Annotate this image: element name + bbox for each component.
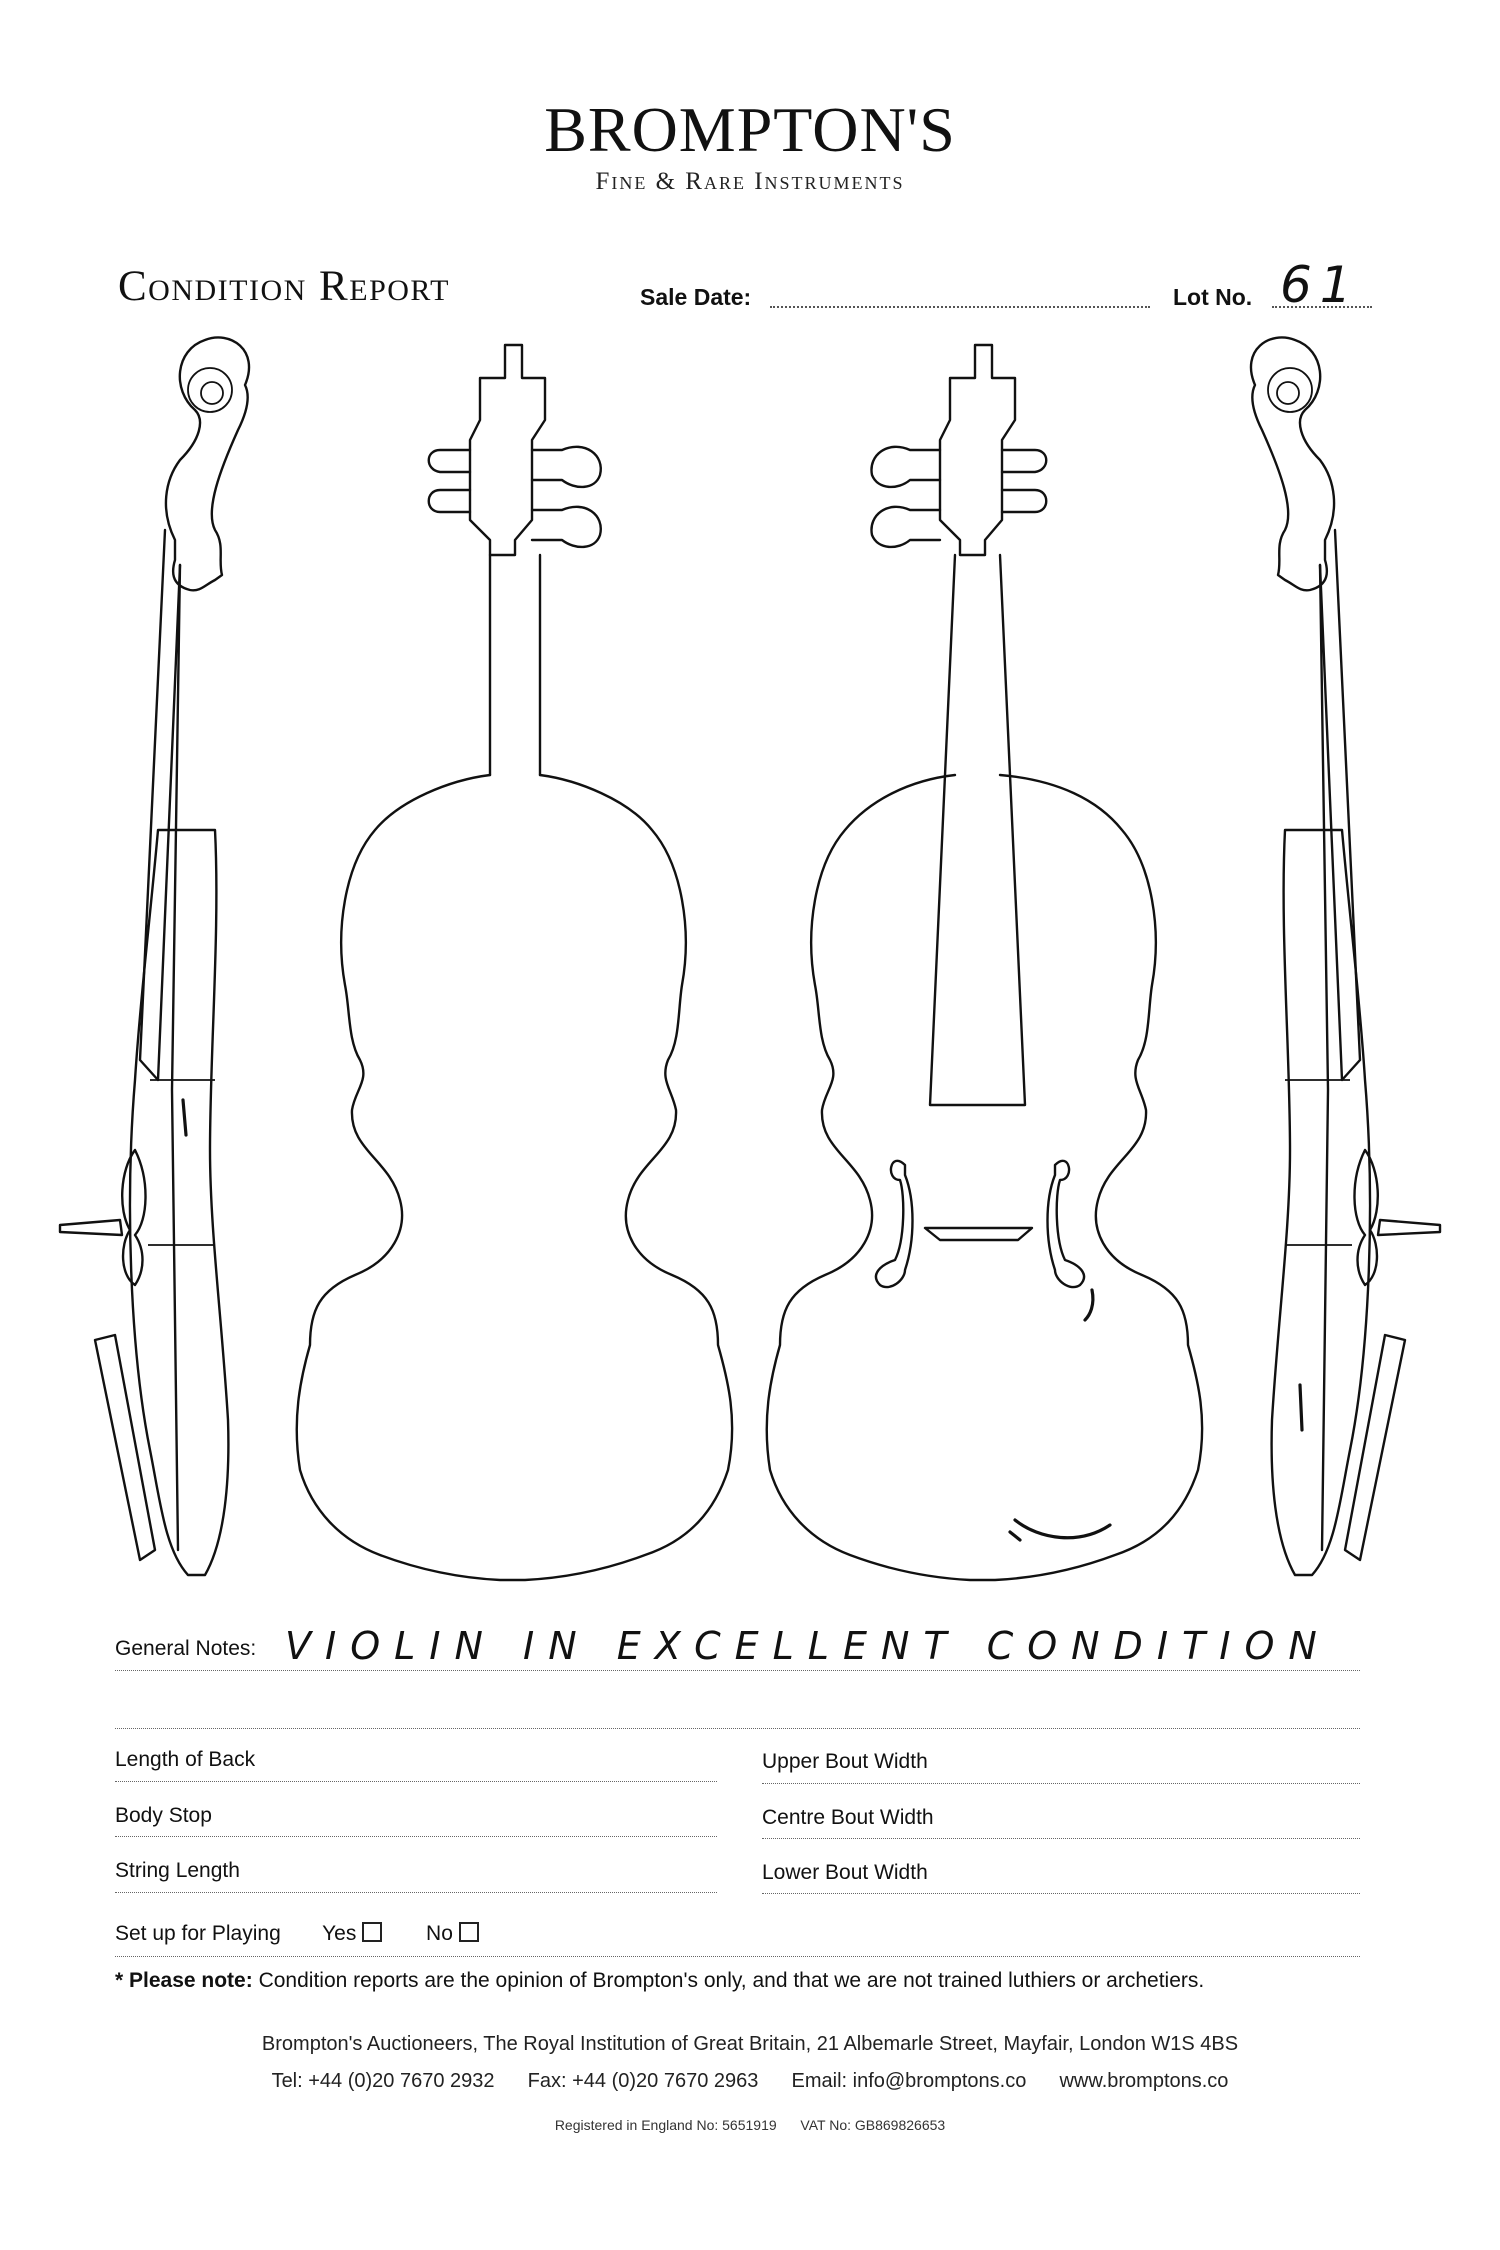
setup-line xyxy=(115,1956,1360,1957)
lower-bout-width-field[interactable] xyxy=(762,1893,1360,1894)
brand-logo: BROMPTON'S xyxy=(544,94,956,165)
violin-front-icon xyxy=(767,345,1202,1580)
body-stop-field[interactable] xyxy=(115,1836,717,1837)
setup-yes-label: Yes xyxy=(322,1922,357,1945)
footer-fax: Fax: +44 (0)20 7670 2963 xyxy=(527,2070,759,2092)
upper-bout-width-field[interactable] xyxy=(762,1783,1360,1784)
disclaimer-bold: * Please note: xyxy=(115,1969,253,1992)
length-of-back-field[interactable] xyxy=(115,1781,717,1782)
general-notes-value: VIOLIN IN EXCELLENT CONDITION xyxy=(285,1624,1331,1668)
violin-back-icon xyxy=(297,345,732,1580)
footer-contact xyxy=(0,2070,1500,2093)
disclaimer xyxy=(115,1969,1204,1993)
footer-website[interactable]: www.bromptons.co xyxy=(1059,2070,1229,2092)
disclaimer-text: Condition reports are the opinion of Brompton's only, and that we are not trained luthiers or archetiers. xyxy=(252,1969,1205,1992)
general-notes-line-2[interactable] xyxy=(115,1728,1360,1729)
lot-no-label: Lot No. xyxy=(1173,284,1253,310)
violin-side-left-icon xyxy=(60,337,249,1575)
string-length-label: String Length xyxy=(115,1859,240,1882)
sale-date-field[interactable] xyxy=(770,306,1150,308)
setup-no-checkbox[interactable] xyxy=(459,1922,479,1942)
setup-row xyxy=(115,1922,479,1946)
lot-no-value: 61 xyxy=(1280,256,1360,314)
lower-bout-width-label: Lower Bout Width xyxy=(762,1861,928,1884)
footer-vat: VAT No: GB869826653 xyxy=(800,2117,946,2133)
page-title: Condition Report xyxy=(118,263,450,310)
centre-bout-width-label: Centre Bout Width xyxy=(762,1806,934,1829)
general-notes-line-1[interactable] xyxy=(115,1670,1360,1671)
setup-yes-checkbox[interactable] xyxy=(362,1922,382,1942)
length-of-back-label: Length of Back xyxy=(115,1748,256,1771)
setup-no-label: No xyxy=(426,1922,453,1945)
general-notes-label: General Notes: xyxy=(115,1637,257,1660)
footer-registration xyxy=(0,2117,1500,2133)
string-length-field[interactable] xyxy=(115,1892,717,1893)
body-stop-label: Body Stop xyxy=(115,1804,212,1827)
footer-registered: Registered in England No: 5651919 xyxy=(554,2117,777,2133)
violin-diagrams xyxy=(0,330,1500,1630)
violin-side-right-icon xyxy=(1251,337,1440,1575)
brand-tagline: Fine & Rare Instruments xyxy=(595,168,905,195)
footer-address: Brompton's Auctioneers, The Royal Institution of Great Britain, 21 Albemarle Street, Mayfair, London W1S 4BS xyxy=(261,2033,1239,2055)
upper-bout-width-label: Upper Bout Width xyxy=(762,1750,928,1773)
footer-tel: Tel: +44 (0)20 7670 2932 xyxy=(271,2070,495,2092)
centre-bout-width-field[interactable] xyxy=(762,1838,1360,1839)
setup-label: Set up for Playing xyxy=(115,1922,281,1945)
footer-email[interactable]: Email: info@bromptons.co xyxy=(791,2070,1027,2092)
sale-date-label: Sale Date: xyxy=(640,284,752,310)
